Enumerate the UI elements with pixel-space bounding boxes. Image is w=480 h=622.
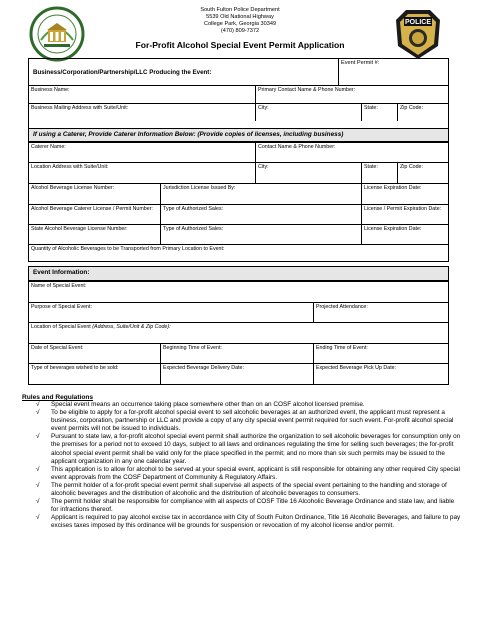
event-name-field[interactable]: Name of Special Event: <box>31 283 87 289</box>
rule-item: √ To be eligible to apply for a for-profit alcohol special event to sell alcoholic beverages at an authorized event, the applicant must represent a business, corporation, partnership or LLC and provide a copy of any city special event permit required for such event. For-profit alcohol special event permits will not be issued to individuals. <box>36 409 454 433</box>
caterer-city-field[interactable]: City: <box>255 162 361 183</box>
state-sales-type-field[interactable]: Type of Authorized Sales: <box>160 224 361 244</box>
rules-heading: Rules and Regulations <box>22 394 94 401</box>
check-icon: √ <box>36 481 40 489</box>
business-section <box>28 58 449 130</box>
pickup-date-field[interactable]: Expected Beverage Pick Up Date: <box>313 363 448 384</box>
jurisdiction-field[interactable]: Jurisdiction License Issued By: <box>160 183 361 204</box>
projected-attendance-field[interactable]: Projected Attendance: <box>313 302 448 322</box>
beverage-type-field[interactable]: Type of beverages wished to be sold: <box>29 363 160 384</box>
rules-section <box>22 394 462 531</box>
form-title: For-Profit Alcohol Special Event Permit Application <box>135 40 345 50</box>
caterer-contact-field[interactable]: Contact Name & Phone Number: <box>255 143 448 162</box>
business-city-field[interactable]: City: <box>255 103 361 121</box>
caterer-location-field[interactable]: Location Address with Suite/Unit: <box>29 162 255 183</box>
caterer-heading: If using a Caterer, Provide Caterer Information Below: (Provide copies of licenses, including business) <box>28 128 449 142</box>
rule-item: √ Applicant is required to pay alcohol excise tax in accordance with City of South Fulton Ordinance, Title 16 Alcoholic Beverages, and failure to pay excises taxes imposed by this ordinance will be grounds for suspension or revocation of my alcohol license and/or permit. <box>36 514 461 530</box>
event-date-field[interactable]: Date of Special Event: <box>29 343 160 363</box>
quantity-field[interactable]: Quantity of Alcoholic Beverages to be Transported from Primary Location to Event: <box>29 244 448 261</box>
business-zip-field[interactable]: Zip Code: <box>397 103 448 121</box>
rule-item: √ This application is to allow for alcohol to be served at your special event, applicant is still responsible for obtaining any other required City special event approvals from the COSF Department of Community & Regulatory Affairs. <box>36 465 460 481</box>
permit-exp-field[interactable]: License / Permit Expiration Date: <box>361 204 448 224</box>
rule-item: √ Special event means an occurrence taking place somewhere other than on an COSF alcohol licensed premise. <box>36 401 365 408</box>
dept-phone: (470) 809-7372 <box>220 28 260 34</box>
event-info-heading: Event Information: <box>28 266 449 281</box>
event-location-field[interactable] <box>29 322 448 343</box>
badge-text: POLICE <box>404 19 432 26</box>
event-section <box>28 281 449 385</box>
check-icon: √ <box>36 433 40 441</box>
check-icon: √ <box>36 514 40 522</box>
primary-contact-field[interactable]: Primary Contact Name & Phone Number: <box>255 85 448 103</box>
check-icon: √ <box>36 409 40 417</box>
caterer-state-field[interactable]: State: <box>361 162 397 183</box>
license-exp-field[interactable]: License Expiration Date: <box>361 183 448 204</box>
mailing-address-field[interactable]: Business Mailing Address with Suite/Unit: <box>29 103 255 121</box>
check-icon: √ <box>36 465 40 473</box>
caterer-name-field[interactable]: Caterer Name: <box>31 144 66 150</box>
begin-time-field[interactable]: Beginning Time of Event: <box>160 343 313 363</box>
event-permit-field[interactable]: Event Permit #: <box>338 59 448 85</box>
end-time-field[interactable]: Ending Time of Event: <box>313 343 448 363</box>
dept-name: South Fulton Police Department <box>200 7 280 13</box>
rule-item: √ Pursuant to state law, a for-profit alcohol special event permit shall authorize the organization to sell alcoholic beverages for consumption only on the premises for a period not to exceed 10 days, subject to all laws and ordinances regulating the time for selling such beverages; the for-profit alcohol special event permit shall be valid only for the place specified in the permit; and no more than six such permits may be issued to the applicant organization in any one calendar year. <box>36 433 461 465</box>
event-location-note: (Address, Suite/Unit & Zip Code): <box>92 324 171 330</box>
state-license-exp-field[interactable]: License Expiration Date: <box>361 224 448 244</box>
caterer-zip-field[interactable]: Zip Code: <box>397 162 448 183</box>
event-location-label: Location of Special Event <box>31 324 91 330</box>
caterer-license-field[interactable]: Alcohol Beverage Caterer License / Permit Number: <box>29 204 160 224</box>
business-producing-label: Business/Corporation/Partnership/LLC Producing the Event: <box>33 69 212 76</box>
caterer-section <box>28 142 449 262</box>
state-license-field[interactable]: State Alcohol Beverage License Number: <box>29 224 160 244</box>
check-icon: √ <box>36 401 40 408</box>
check-icon: √ <box>36 498 40 506</box>
purpose-field[interactable]: Purpose of Special Event: <box>29 302 313 322</box>
caterer-sales-type-field[interactable]: Type of Authorized Sales: <box>160 204 361 224</box>
dept-address-line1: 5539 Old National Highway <box>206 14 274 20</box>
dept-address-line2: College Park, Georgia 30349 <box>203 21 277 27</box>
rule-item: √ The permit holder of a for-profit special event permit shall supervise all aspects of the special event pertaining to the handling and storage of alcoholic beverages and the distribution of alcoholic and the distribution of alcoholic beverages to consumers. <box>36 481 447 498</box>
alc-license-field[interactable]: Alcohol Beverage License Number: <box>29 183 160 204</box>
business-state-field[interactable]: State: <box>361 103 397 121</box>
business-name-field[interactable]: Business Name: <box>29 85 255 103</box>
delivery-date-field[interactable]: Expected Beverage Delivery Date: <box>160 363 313 384</box>
rule-item: √ The permit holder shall be responsible for compliance with all aspects of COSF Title 16 Alcoholic Beverage Ordinance and state law, and liable for infractions thereof. <box>36 498 455 514</box>
